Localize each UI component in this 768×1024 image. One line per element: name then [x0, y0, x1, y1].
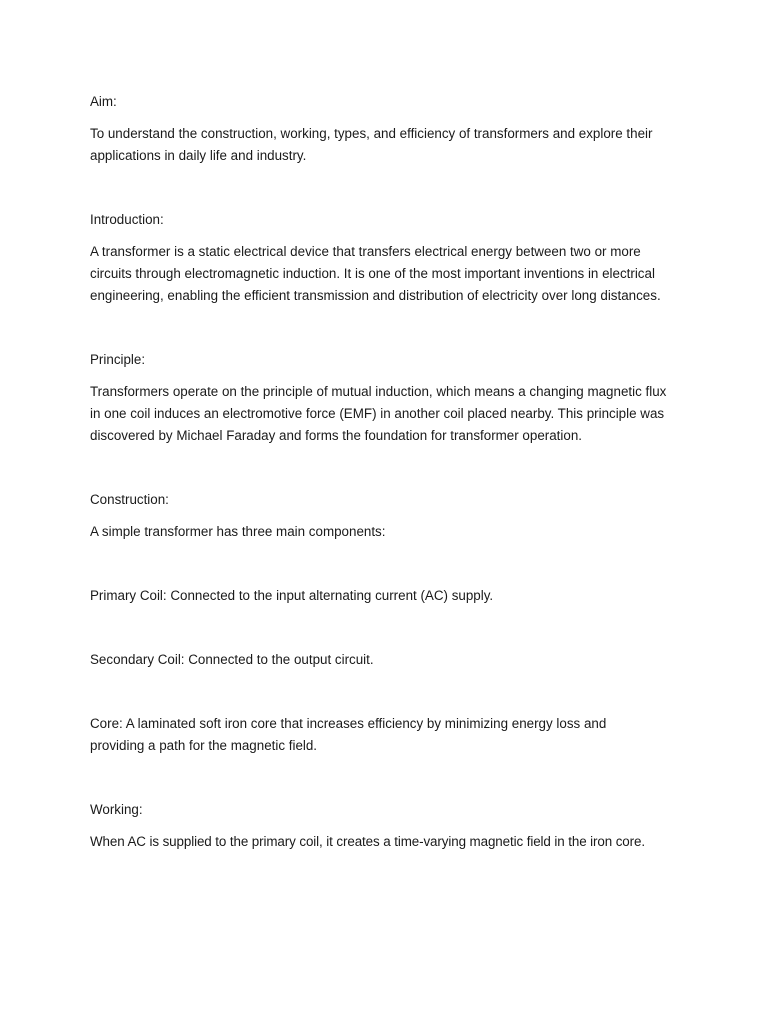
- aim-paragraph: To understand the construction, working, types, and efficiency of transformers and explore their applications in daily life and industry.: [90, 126, 653, 163]
- construction-item-secondary-coil: Secondary Coil: Connected to the output circuit.: [90, 652, 374, 667]
- introduction-paragraph: A transformer is a static electrical device that transfers electrical energy between two or more circuits through electromagnetic induction. It is one of the most important inventions in electrical engineering, enabling the efficient transmission and distribution of electricity over long distances.: [90, 244, 661, 303]
- construction-paragraph: A simple transformer has three main components:: [90, 524, 386, 539]
- introduction-heading: Introduction:: [90, 212, 164, 227]
- working-paragraph: When AC is supplied to the primary coil, it creates a time-varying magnetic field in the iron core.: [90, 834, 645, 849]
- aim-heading: Aim:: [90, 94, 117, 109]
- principle-paragraph: Transformers operate on the principle of mutual induction, which means a changing magnetic flux in one coil induces an electromotive force (EMF) in another coil placed nearby. This principle was discovered by Michael Faraday and forms the foundation for transformer operation.: [90, 384, 667, 443]
- construction-item-core: Core: A laminated soft iron core that increases efficiency by minimizing energy loss and providing a path for the magnetic field.: [90, 716, 607, 753]
- principle-heading: Principle:: [90, 352, 146, 367]
- document-page: [90, 91, 690, 895]
- construction-item-primary-coil: Primary Coil: Connected to the input alternating current (AC) supply.: [90, 588, 494, 603]
- working-heading: Working:: [90, 802, 143, 817]
- construction-heading: Construction:: [90, 492, 169, 507]
